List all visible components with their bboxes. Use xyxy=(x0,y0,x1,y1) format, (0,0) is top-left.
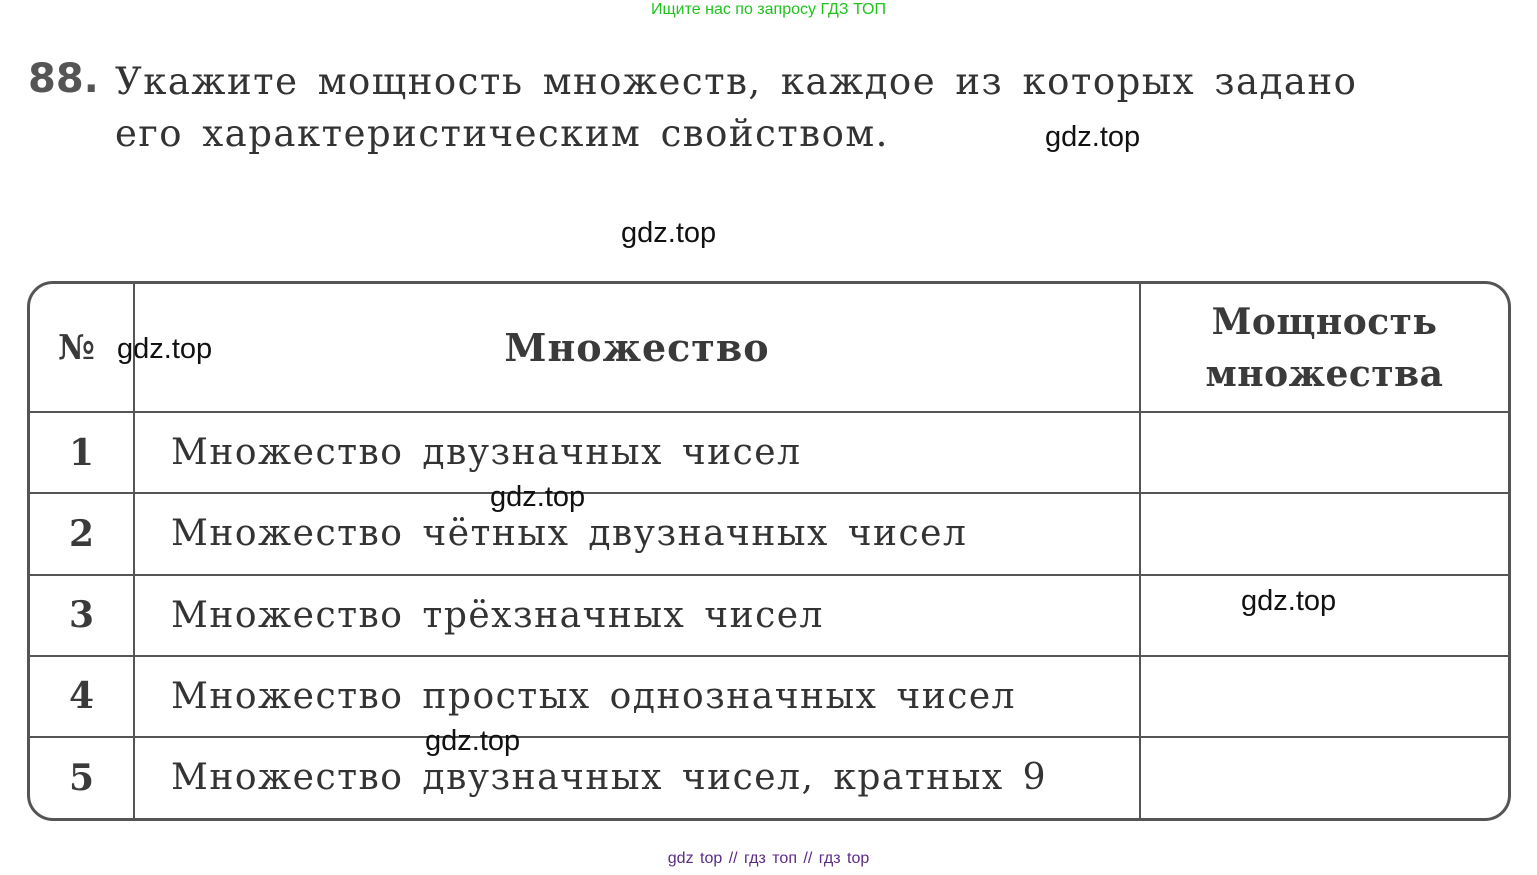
table-row xyxy=(30,737,1508,818)
footer-watermark: gdz top // гдз топ // гдз top xyxy=(667,850,870,867)
table-header-row xyxy=(30,284,1508,412)
table-row xyxy=(30,656,1508,737)
site-note: Ищите нас по запросу ГДЗ ТОП xyxy=(651,1,886,18)
row-power-answer[interactable] xyxy=(1140,412,1508,493)
table-row xyxy=(30,412,1508,493)
watermark: gdz.top xyxy=(1045,121,1141,153)
watermark: gdz.top xyxy=(490,481,586,513)
row-number: 4 xyxy=(30,656,134,737)
header-power-line-1: Мощность xyxy=(1211,300,1438,343)
task-text-line-2: его характеристическим свойством. xyxy=(115,112,889,155)
watermark: gdz.top xyxy=(1241,585,1337,617)
row-power-answer[interactable] xyxy=(1140,656,1508,737)
header-number: № xyxy=(30,284,134,412)
row-number: 2 xyxy=(30,493,134,574)
row-set-description: Множество двузначных чисел, кратных 9 xyxy=(134,737,1140,818)
task-text-line-1: Укажите мощность множеств, каждое из которых задано xyxy=(115,60,1358,103)
task-number: 88. xyxy=(28,56,99,102)
table-row xyxy=(30,493,1508,574)
row-number: 1 xyxy=(30,412,134,493)
watermark: gdz.top xyxy=(425,725,521,757)
row-number: 5 xyxy=(30,737,134,818)
header-power-line-2: множества xyxy=(1205,352,1444,395)
watermark: gdz.top xyxy=(117,333,213,365)
row-set-description: Множество простых однозначных чисел xyxy=(134,656,1140,737)
header-power xyxy=(1140,284,1508,412)
watermark: gdz.top xyxy=(621,217,717,249)
task-text xyxy=(115,56,1515,160)
header-set: Множество xyxy=(134,284,1140,412)
row-power-answer[interactable] xyxy=(1140,737,1508,818)
row-set-description: Множество двузначных чисел xyxy=(134,412,1140,493)
sets-table xyxy=(27,281,1511,821)
row-number: 3 xyxy=(30,575,134,656)
row-power-answer[interactable] xyxy=(1140,493,1508,574)
row-set-description: Множество трёхзначных чисел xyxy=(134,575,1140,656)
row-set-description: Множество чётных двузначных чисел xyxy=(134,493,1140,574)
